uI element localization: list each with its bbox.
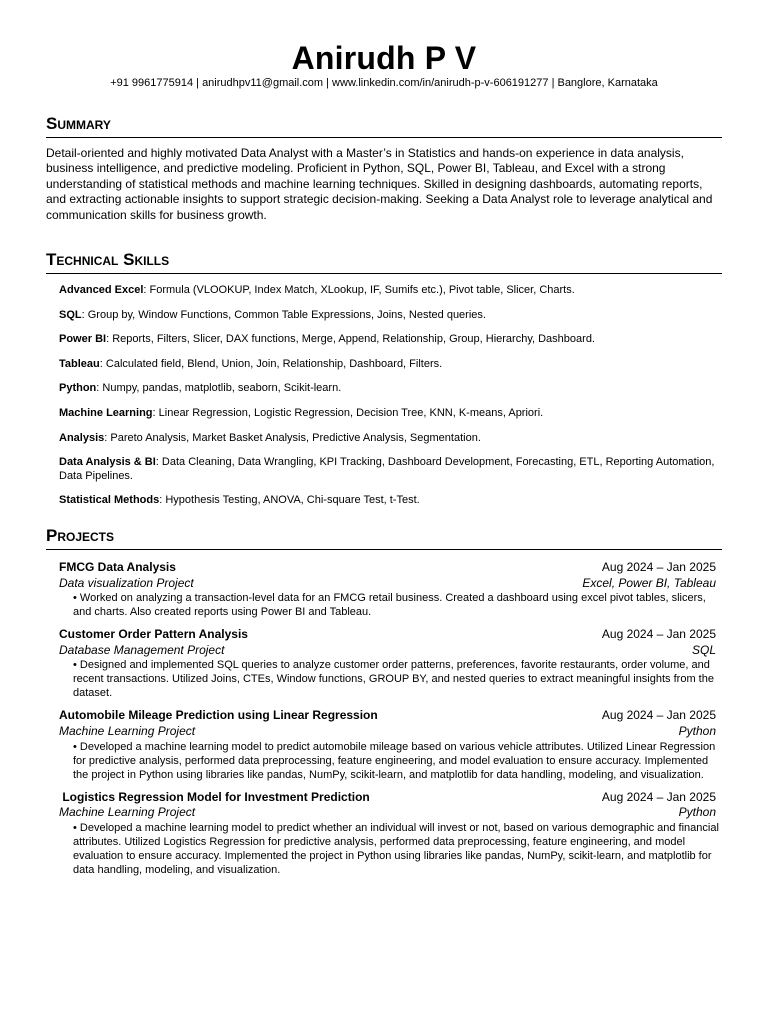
- skill-label: Tableau: [59, 357, 100, 370]
- project-dates: Aug 2024 – Jan 2025: [601, 789, 716, 804]
- resume-page: [46, 40, 722, 885]
- skill-label: SQL: [59, 308, 82, 321]
- project-title: Logistics Regression Model for Investment Prediction: [59, 789, 370, 804]
- summary-text: Detail-oriented and highly motivated Data Analyst with a Master’s in Statistics and hands-on experience in data analysis, business intelligence, and predictive modeling. Proficient in Python, SQL, Power BI, Tableau, and Excel with a strong understanding of statistical methods and machine learning techniques. Skilled in designing dashboards, automating reports, and extracting actionable insights to support strategic decision-making. Seeking a Data Analyst role to leverage analytical and communication skills for business growth.: [46, 146, 713, 222]
- skill-value: : Numpy, pandas, matplotlib, seaborn, Scikit-learn.: [96, 382, 342, 395]
- project-title: Automobile Mileage Prediction using Linear Regression: [59, 708, 378, 723]
- skill-item: [59, 284, 722, 298]
- project-dates: Aug 2024 – Jan 2025: [601, 559, 716, 574]
- project-tools: SQL: [691, 642, 716, 657]
- skill-item: [59, 432, 722, 446]
- section-title-projects: Projects: [46, 526, 722, 550]
- skill-value: : Data Cleaning, Data Wrangling, KPI Tracking, Dashboard Development, Forecasting, ETL, Reporting Automation, Data Pipelines.: [59, 456, 715, 482]
- project-tools: Python: [678, 723, 716, 738]
- project-subtitle: Machine Learning Project: [59, 723, 196, 738]
- project-title: Customer Order Pattern Analysis: [59, 627, 248, 642]
- project-entry: [59, 560, 716, 619]
- skill-label: Advanced Excel: [59, 284, 144, 297]
- skill-label: Statistical Methods: [59, 494, 160, 507]
- skill-value: : Hypothesis Testing, ANOVA, Chi-square Test, t-Test.: [159, 494, 420, 507]
- project-entry: [59, 789, 719, 877]
- skill-label: Machine Learning: [59, 407, 153, 419]
- skill-value: : Group by, Window Functions, Common Table Expressions, Joins, Nested queries.: [81, 308, 486, 321]
- project-entry: [59, 708, 716, 781]
- skill-item: [59, 333, 722, 347]
- projects-section: [46, 526, 722, 877]
- skills-list: [46, 284, 722, 508]
- project-tools: Excel, Power BI, Tableau: [582, 575, 716, 590]
- skill-value: : Formula (VLOOKUP, Index Match, XLookup, IF, Sumifs etc.), Pivot table, Slicer, Charts.: [143, 284, 575, 297]
- skills-section: [46, 250, 722, 508]
- project-dates: Aug 2024 – Jan 2025: [601, 627, 716, 642]
- skill-item: [59, 309, 722, 323]
- project-description: • Worked on analyzing a transaction-level data for an FMCG retail business. Created a dashboard using excel pivot tables, slicers, and charts. Also created reports using Power BI and Tableau.: [73, 592, 706, 619]
- project-subtitle: Data visualization Project: [59, 575, 194, 590]
- candidate-name: Anirudh P V: [291, 40, 477, 76]
- project-description: • Developed a machine learning model to predict automobile mileage based on various vehicle attributes. Utilized Linear Regression for predictive analysis, performed data preprocessing, feature engineering, and model evaluation to ensure accuracy. Implemented the project in Python using libraries like pandas, NumPy, scikit-learn, and matplotlib for data handling, modeling, and visualization.: [73, 740, 716, 781]
- skill-item: [59, 358, 722, 372]
- skill-value: : Reports, Filters, Slicer, DAX functions, Merge, Append, Relationship, Group, Hierarchy, Dashboard.: [106, 333, 595, 346]
- project-description: • Developed a machine learning model to predict whether an individual will invest or not, based on various demographic and financial attributes. Utilized Logistics Regression for predictive analysis, performed data preprocessing, feature engineering, and model evaluation to ensure accuracy. Implemented the project in Python using libraries like pandas, NumPy, scikit-learn, and matplotlib for data handling, modeling, and visualization.: [73, 821, 719, 876]
- project-entry: [59, 627, 716, 700]
- skill-label: Python: [59, 382, 97, 395]
- project-subtitle: Machine Learning Project: [59, 805, 196, 820]
- skill-label: Power BI: [59, 333, 107, 346]
- skill-item: [59, 407, 722, 421]
- skill-item: [59, 382, 722, 396]
- contact-line: +91 9961775914 | anirudhpv11@gmail.com | www.linkedin.com/in/anirudh-p-v-606191277 | Banglore, Karnataka: [110, 77, 658, 89]
- summary-section: [46, 114, 722, 223]
- project-subtitle: Database Management Project: [59, 642, 225, 657]
- project-title: FMCG Data Analysis: [59, 559, 176, 574]
- section-title-skills: Technical Skills: [46, 250, 722, 274]
- skill-value: : Linear Regression, Logistic Regression, Decision Tree, KNN, K-means, Apriori.: [152, 407, 544, 419]
- project-tools: Python: [678, 805, 716, 820]
- project-dates: Aug 2024 – Jan 2025: [601, 708, 716, 723]
- section-title-summary: Summary: [46, 114, 722, 138]
- project-description: • Designed and implemented SQL queries to analyze customer order patterns, preferences, favorite restaurants, order volume, and recent transactions. Utilized Joins, CTEs, Window functions, GROUP BY, and nested queries to extract meaningful insights from the dataset.: [73, 659, 714, 700]
- skill-value: : Calculated field, Blend, Union, Join, Relationship, Dashboard, Filters.: [99, 357, 443, 370]
- skill-item: [59, 494, 722, 508]
- projects-list: [46, 560, 722, 877]
- skill-item: [59, 456, 722, 483]
- skill-value: : Pareto Analysis, Market Basket Analysis, Predictive Analysis, Segmentation.: [104, 431, 481, 444]
- skill-label: Data Analysis & BI: [59, 456, 156, 469]
- skill-label: Analysis: [59, 431, 105, 444]
